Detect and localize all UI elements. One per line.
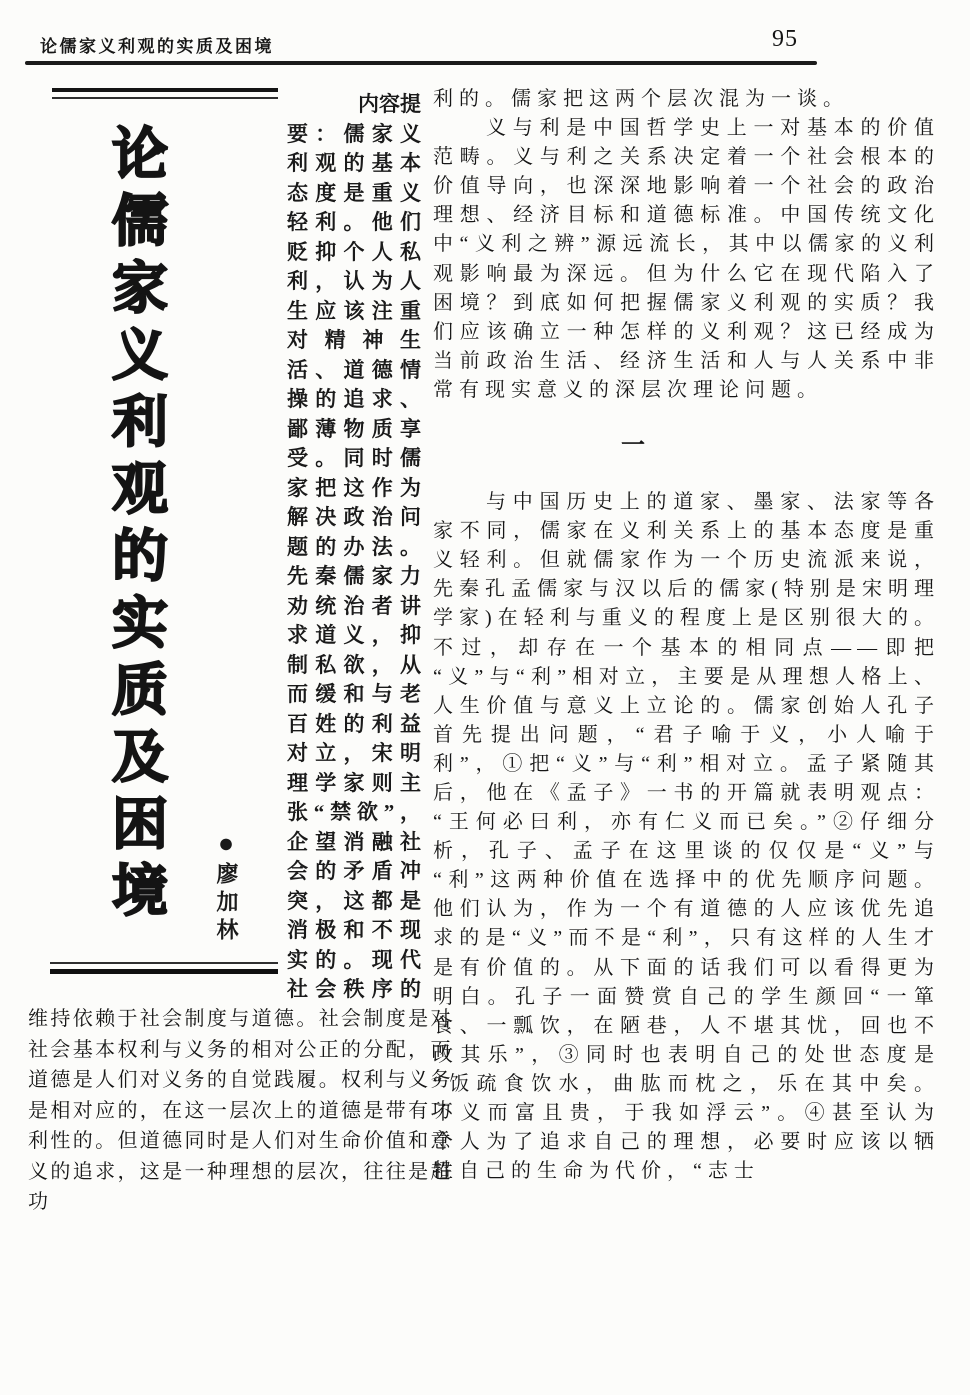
abstract-line: 制私欲，从 (287, 652, 421, 677)
page-number: 95 (772, 26, 798, 52)
section-heading-one: 一 (621, 433, 645, 460)
abstract-line: 实的。现代 (287, 947, 421, 972)
title-bottom-double-rule (50, 962, 278, 974)
abstract-line: 受。同时儒 (287, 446, 421, 470)
abstract-line: 内容提 (358, 92, 421, 116)
abstract-line: 突，这都是 (287, 888, 421, 913)
title-top-double-rule (52, 88, 278, 99)
abstract-line: 解决政治问 (287, 505, 421, 529)
header-rule (25, 61, 817, 65)
abstract-continuation-paragraph: 维持依赖于社会制度与道德。社会制度是对社会基本权利与义务的相对公正的分配，而道德是人们对义务的自觉践履。权利与义务是相对应的，在这一层次上的道德是带有功利性的。但道德同时是人们对生命价值和意义的追求，这是一种理想的层次，往往是超功 (28, 1008, 452, 1213)
abstract-line: 轻利。他们 (287, 210, 421, 234)
abstract-line: 家把这作为 (287, 475, 421, 500)
abstract-line: 态度是重义 (287, 180, 421, 205)
author-bullet-icon: ● (211, 828, 241, 862)
abstract-line: 求道义，抑 (287, 623, 421, 647)
body-paragraph-section-one: 与中国历史上的道家、墨家、法家等各家不同，儒家在义利关系上的基本态度是重义轻利。但就儒家作为一个历史流派来说，先秦孔孟儒家与汉以后的儒家(特别是宋明理学家)在轻利与重义的程度上是区别很大的。不过，却存在一个基本的相同点——即把“义”与“利”相对立，主要是从理想人格上、人生价值与意义上立论的。儒家创始人孔子首先提出问题，“君子喻于义，小人喻于利”，①把“义”与“利”相对立。孟子紧随其后，他在《孟子》一书的开篇就表明观点：“王何必曰利，亦有仁义而已矣。”②仔细分析，孔子、孟子在这里谈的仅仅是“义”与“利”这两种价值在选择中的优先顺序问题。他们认为，作为一个有道德的人应该优先追求的是“义”而不是“利”，只有这样的人生才是有价值的。从下面的话我们可以看得更为明白。孔子一面赞赏自己的学生颜回“一箪食、一瓢饮，在陋巷，人不堪其忧，回也不改其乐”，③同时也表明自己的处世态度是“饭疏食饮水，曲肱而枕之，乐在其中矣。不义而富且贵，于我如浮云”。④甚至认为个人为了追求自己的理想，必要时应该以牺牲自己的生命为代价，“志士 (433, 491, 940, 1183)
abstract-line: 张“禁欲”， (287, 800, 421, 824)
abstract-line: 利观的基本 (287, 151, 421, 175)
abstract-line: 贬抑个人私 (287, 239, 421, 264)
article-title-vertical: 论儒家义利观的实质及困境 (103, 124, 168, 928)
abstract-line: 生应该注重 (287, 298, 421, 323)
abstract-line: 企望消融社 (287, 829, 421, 854)
abstract-line: 利，认为人 (287, 269, 421, 293)
abstract-line: 会的矛盾冲 (287, 859, 421, 883)
running-header-title: 论儒家义利观的实质及困境 (40, 37, 274, 56)
body-paragraph-intro: 义与利是中国哲学史上一对基本的价值范畴。义与利之关系决定着一个社会根本的价值导向，也深深地影响着一个社会的政治理想、经济目标和道德标准。中国传统文化中“义利之辨”源远流长，其中以儒家的义利观影响最为深远。但为什么它在现代陷入了困境？到底如何把握儒家义利观的实质？我们应该确立一种怎样的义利观？这已经成为当前政治生活、经济生活和人与人关系中非常有现实意义的深层次理论问题。 (433, 117, 940, 401)
abstract-line: 而缓和与老 (287, 682, 421, 706)
author-name: 廖加林 (214, 862, 239, 946)
abstract-line: 百姓的利益 (287, 711, 421, 736)
body-paragraph-continuation: 利的。儒家把这两个层次混为一谈。 (433, 88, 849, 110)
abstract-line: 对精神生 (287, 328, 421, 352)
abstract-line: 理学家则主 (287, 770, 421, 795)
abstract-line: 要：儒家义 (287, 121, 421, 146)
author-name-vertical (210, 828, 242, 958)
abstract-line: 活、道德情 (287, 357, 421, 382)
abstract-line: 对立，宋明 (287, 741, 421, 765)
abstract-line: 消极和不现 (287, 918, 421, 942)
main-text-column (433, 85, 940, 1186)
abstract-line: 先秦儒家力 (287, 564, 421, 588)
abstract-line: 社会秩序的 (287, 977, 421, 1001)
abstract-line: 劝统治者讲 (287, 593, 421, 618)
abstract-line: 题的办法。 (287, 534, 421, 559)
abstract-column (287, 90, 421, 1005)
abstract-line: 操的追求、 (287, 387, 421, 411)
abstract-line: 鄙薄物质享 (287, 416, 421, 441)
